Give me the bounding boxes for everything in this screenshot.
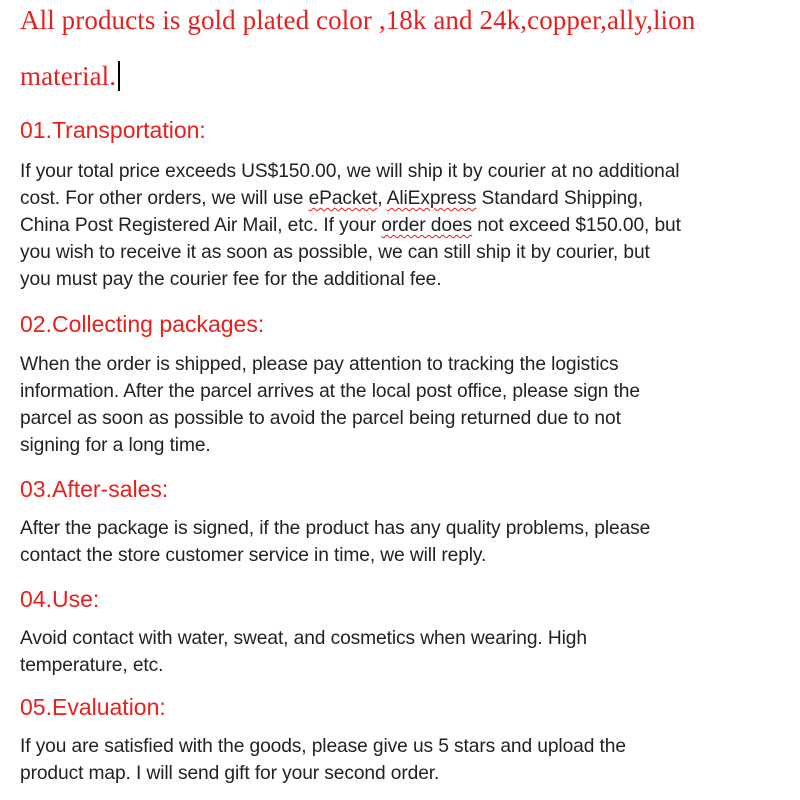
transportation-line-3-tail: not exceed $150.00, but [472,215,681,236]
section-title-evaluation: 05.Evaluation: [20,694,166,720]
evaluation-line-1: If you are satisfied with the goods, please give us 5 stars and upload the [20,736,626,757]
transportation-line-1: If your total price exceeds US$150.00, we will ship it by courier at no additional [20,161,680,182]
transportation-line-3 [20,215,681,237]
section-title-transportation: 01.Transportation: [20,117,206,143]
headline-line-2-text: material. [20,61,117,91]
spellcheck-flagged-word: AliExpress [386,188,477,209]
use-line-1: Avoid contact with water, sweat, and cosmetics when wearing. High [20,628,587,649]
after-sales-line-1: After the package is signed, if the product has any quality problems, please [20,518,651,539]
headline-line-1: All products is gold plated color ,18k and 24k,copper,ally,lion [20,5,696,35]
transportation-line-2-tail: Standard Shipping, [476,188,643,209]
section-title-collecting-packages: 02.Collecting packages: [20,311,265,337]
collecting-line-3: parcel as soon as possible to avoid the parcel being returned due to not [20,408,621,429]
evaluation-line-2: product map. I will send gift for your second order. [20,763,440,784]
transportation-line-2 [20,188,643,210]
section-title-use: 04.Use: [20,586,100,612]
spellcheck-flagged-word: ePacket [308,188,378,209]
text-cursor [118,61,120,91]
transportation-line-3-start: China Post Registered Air Mail, etc. If your [20,215,382,236]
collecting-line-2: information. After the parcel arrives at the local post office, please sign the [20,381,640,402]
spellcheck-flagged-word: order does [381,215,473,236]
headline-line-2 [20,61,120,92]
section-title-after-sales: 03.After-sales: [20,476,169,502]
transportation-line-5: you must pay the courier fee for the additional fee. [20,269,442,290]
collecting-line-4: signing for a long time. [20,435,211,456]
transportation-line-2-start: cost. For other orders, we will use [20,188,309,209]
after-sales-line-2: contact the store customer service in time, we will reply. [20,545,487,566]
transportation-line-2-sep: , [377,188,387,209]
collecting-line-1: When the order is shipped, please pay attention to tracking the logistics [20,354,619,375]
transportation-line-4: you wish to receive it as soon as possible, we can still ship it by courier, but [20,242,650,263]
use-line-2: temperature, etc. [20,655,164,676]
